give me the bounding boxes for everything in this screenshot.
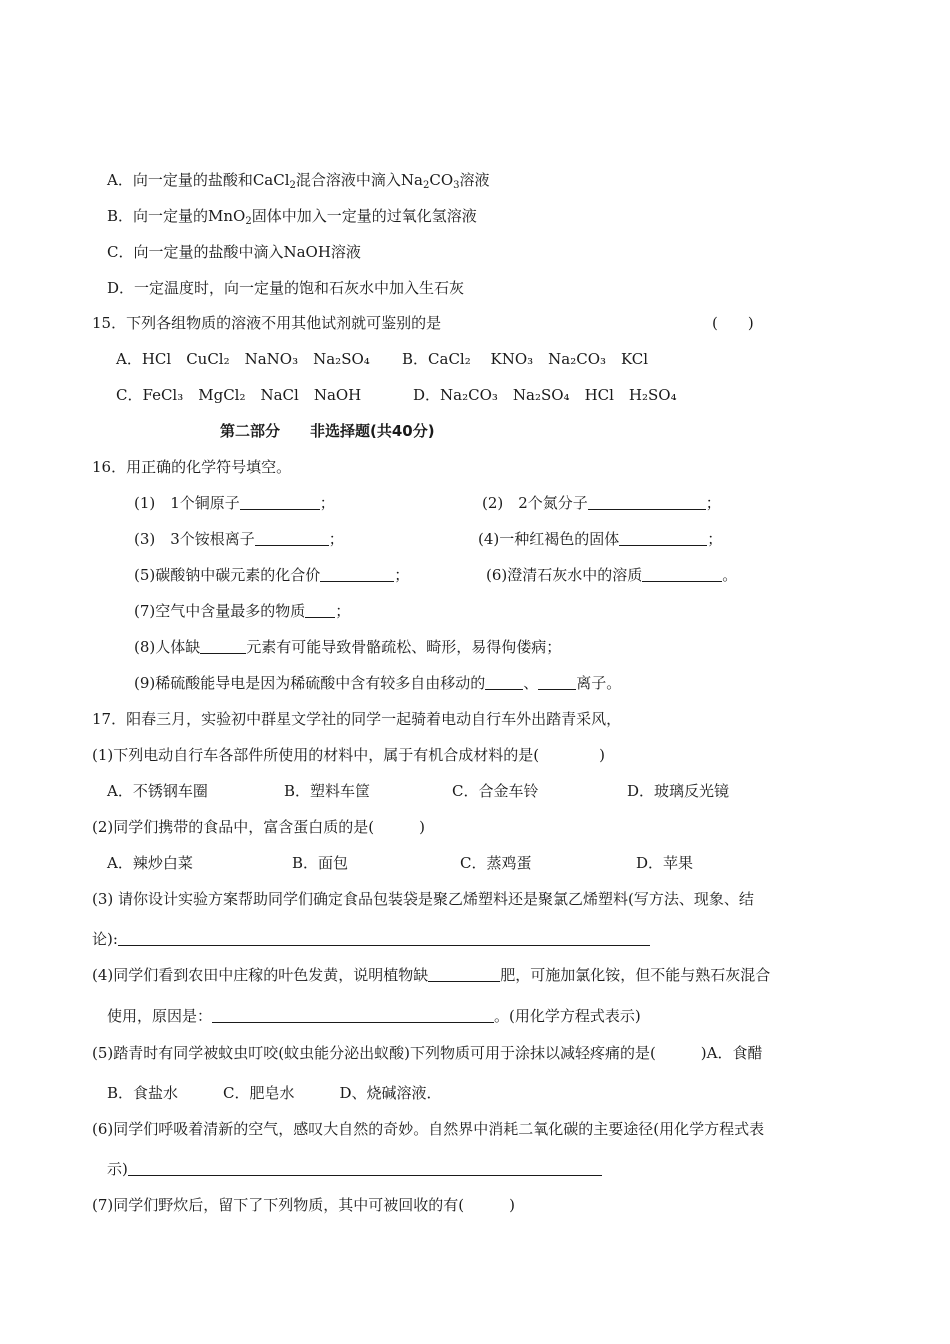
q15-option-c: C．FeCl₃ MgCl₂ NaCl NaOH xyxy=(116,386,362,404)
q16-item-1: (1) 1个铜原子 ； xyxy=(134,494,335,512)
answer-blank[interactable] xyxy=(128,1161,602,1176)
q16-item-9: (9)稀硫酸能导电是因为稀硫酸中含有较多自由移动的 、 离子。 xyxy=(134,674,622,692)
q17-part-3: (3) 请你设计实验方案帮助同学们确定食品包装袋是聚乙烯塑料还是聚氯乙烯塑料(写方法、现象、结 xyxy=(92,890,754,908)
q17-part-6-cont: 示) xyxy=(107,1159,602,1179)
q17-part-6: (6)同学们呼吸着清新的空气，感叹大自然的奇妙。自然界中消耗二氧化碳的主要途径(用化学方程式表 xyxy=(92,1120,765,1138)
q15-answer-paren: ( ) xyxy=(712,314,754,332)
part-two-title: 第二部分 非选择题(共40分) xyxy=(220,422,435,440)
q16-item-6: (6)澄清石灰水中的溶质 。 xyxy=(486,566,738,584)
q17-part-5-options: B．食盐水 C．肥皂水 D、烧碱溶液． xyxy=(107,1084,442,1102)
answer-blank[interactable] xyxy=(305,603,335,618)
answer-blank[interactable] xyxy=(428,967,500,982)
answer-blank[interactable] xyxy=(619,531,707,546)
q17-2-option-b: B．面包 xyxy=(292,854,349,872)
q17-2-option-a: A．辣炒白菜 xyxy=(107,854,193,872)
q17-part-3-cont: 论): xyxy=(92,929,650,949)
q14-option-d: D．一定温度时，向一定量的饱和石灰水中加入生石灰 xyxy=(107,279,465,297)
q15-stem: 15．下列各组物质的溶液不用其他试剂就可鉴别的是 xyxy=(92,314,442,332)
answer-blank[interactable] xyxy=(485,675,523,690)
q16-item-8: (8)人体缺 元素有可能导致骨骼疏松、畸形，易得佝偻病； xyxy=(134,638,562,656)
q17-part-4: (4)同学们看到农田中庄稼的叶色发黄，说明植物缺 肥，可施加氯化铵，但不能与熟石灰混合 xyxy=(92,966,771,984)
answer-blank[interactable] xyxy=(212,1008,494,1023)
q17-part-2: (2)同学们携带的食品中，富含蛋白质的是( ) xyxy=(92,818,425,836)
q17-part-1: (1)下列电动自行车各部件所使用的材料中，属于有机合成材料的是( ) xyxy=(92,746,605,764)
answer-blank[interactable] xyxy=(642,567,722,582)
q17-stem: 17．阳春三月，实验初中群星文学社的同学一起骑着电动自行车外出踏青采风， xyxy=(92,710,622,728)
q15-option-d: D．Na₂CO₃ Na₂SO₄ HCl H₂SO₄ xyxy=(413,386,677,404)
q15-option-b: B．CaCl₂ KNO₃ Na₂CO₃ KCl xyxy=(402,350,649,368)
q17-part-4-cont: 使用，原因是： 。(用化学方程式表示) xyxy=(107,1007,641,1025)
q17-2-option-d: D．苹果 xyxy=(636,854,694,872)
answer-blank[interactable] xyxy=(255,531,329,546)
q16-stem: 16．用正确的化学符号填空。 xyxy=(92,458,292,476)
q14-option-c: C．向一定量的盐酸中滴入NaOH溶液 xyxy=(107,243,361,261)
q17-1-option-a: A．不锈钢车圈 xyxy=(107,782,208,800)
q14-option-a: A．向一定量的盐酸和CaCl$_2$混合溶液中滴入$Na_2CO_3$溶液 xyxy=(107,171,490,191)
answer-blank[interactable] xyxy=(588,495,706,510)
answer-blank[interactable] xyxy=(200,639,246,654)
q17-part-5: (5)踏青时有同学被蚊虫叮咬(蚊虫能分泌出蚁酸)下列物质可用于涂抹以减轻疼痛的是( )A．食醋 xyxy=(92,1044,763,1062)
q17-1-option-b: B．塑料车筐 xyxy=(284,782,371,800)
q16-item-5: (5)碳酸钠中碳元素的化合价 ； xyxy=(134,566,410,584)
q17-1-option-d: D．玻璃反光镜 xyxy=(627,782,730,800)
q16-item-2: (2) 2个氮分子 ； xyxy=(482,494,721,512)
answer-blank[interactable] xyxy=(240,495,320,510)
q14-option-b: B．向一定量的MnO$_2$固体中加入一定量的过氧化氢溶液 xyxy=(107,207,477,227)
q17-1-option-c: C．合金车铃 xyxy=(452,782,539,800)
answer-blank[interactable] xyxy=(118,931,650,946)
q16-item-4: (4)一种红褐色的固体 ； xyxy=(478,530,723,548)
q15-option-a: A．HCl CuCl₂ NaNO₃ Na₂SO₄ xyxy=(116,350,370,368)
q16-item-7: (7)空气中含量最多的物质 ； xyxy=(134,602,351,620)
q17-part-7: (7)同学们野炊后，留下了下列物质，其中可被回收的有( ) xyxy=(92,1196,515,1214)
q16-item-3: (3) 3个铵根离子 ； xyxy=(134,530,344,548)
q17-2-option-c: C．蒸鸡蛋 xyxy=(460,854,532,872)
answer-blank[interactable] xyxy=(538,675,576,690)
answer-blank[interactable] xyxy=(320,567,394,582)
